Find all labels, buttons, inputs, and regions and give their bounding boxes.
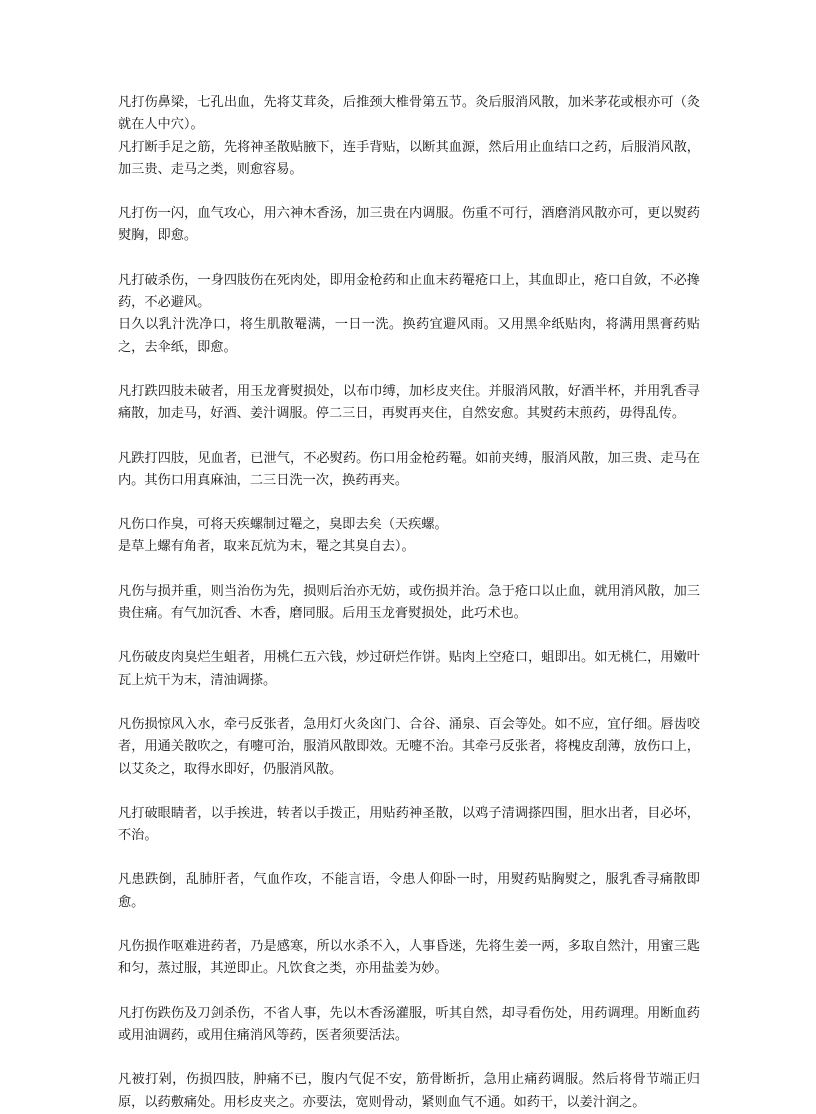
paragraph-line: 凡打伤一闪，血气攻心，用六神木香汤，加三贵在内调服。伤重不可行，酒磨消风散亦可，更以熨药熨胸，即愈。 [118,206,700,244]
document-page [118,92,700,1114]
paragraph-convulsion [118,714,700,781]
paragraph-eye-injury [118,803,700,848]
paragraph-nose-injury [118,92,700,137]
paragraph-maggots [118,647,700,692]
paragraph-line: 凡患跌倒，乱肺肝者，气血作攻，不能言语，令患人仰卧一时，用熨药贴胸熨之，服乳香寻痛散即愈。 [118,872,700,910]
paragraph-line: 凡被打剁，伤损四肢，肿痛不已，腹内气促不安，筋骨断折，急用止痛药调服。然后将骨节端正归原，以药敷痛处。用杉皮夹之。亦要法，宽则骨动，紧则血气不通。如药干，以姜汁润之。 [118,1072,700,1110]
paragraph-line: 凡伤损作呕难进药者，乃是感寒，所以水杀不入，人事昏迷，先将生姜一两，多取自然汁，用蜜三匙和匀，蒸过服，其逆即止。凡饮食之类，亦用盐姜为妙。 [118,939,700,977]
paragraph-wound-bleeding [118,270,700,315]
paragraph-fracture-setting [118,1069,700,1114]
paragraph-tendon-injury [118,137,700,182]
paragraph-line: 凡伤损惊风入水，牵弓反张者，急用灯火灸囟门、合谷、涌泉、百会等处。如不应，宜仔细。唇齿咬者，用通关散吹之，有嚏可治，服消风散即效。无嚏不治。其牵弓反张者，将槐皮刮薄，放伤口上，以艾灸之，取得水即好，仍服消风散。 [118,716,700,777]
paragraph-combined-injury [118,581,700,626]
paragraph-line: 凡跌打四肢，见血者，已泄气，不必熨药。伤口用金枪药罨。如前夹缚，服消风散，加三贵、走马在内。其伤口用真麻油，二三日洗一次，换药再夹。 [118,450,700,488]
paragraph-line: 凡打断手足之筋，先将神圣散贴腋下，连手背贴，以断其血源，然后用止血结口之药，后服消风散，加三贵、走马之类，则愈容易。 [118,139,700,177]
paragraph-closed-fracture [118,381,700,426]
paragraph-wound-odor [118,514,700,559]
paragraph-unconscious [118,1003,700,1048]
paragraph-open-injury [118,448,700,493]
paragraph-line: 凡打伤鼻梁，七孔出血，先将艾茸灸，后推颈大椎骨第五节。灸后服消风散，加米茅花或根亦可（灸就在人中穴）。 [118,95,700,133]
paragraph-line: 凡打伤跌伤及刀剑杀伤，不省人事，先以木香汤灌服，听其自然，却寻看伤处，用药调理。用断血药或用油调药，或用住痛消风等药，医者须要活法。 [118,1005,700,1043]
paragraph-line: 凡伤破皮肉臭烂生蛆者，用桃仁五六钱，炒过研烂作饼。贴肉上空疮口，蛆即出。如无桃仁，用嫩叶瓦上炕干为末，清油调搽。 [118,650,700,688]
paragraph-internal-injury [118,203,700,248]
paragraph-line: 凡伤与损并重，则当治伤为先，损则后治亦无妨，或伤损并治。急于疮口以止血，就用消风散，加三贵住痛。有气加沉香、木香，磨同服。后用玉龙膏熨损处，此巧术也。 [118,583,700,622]
paragraph-line: 凡伤口作臭，可将天疾螺制过罨之，臭即去矣（天疾螺。 [118,517,448,533]
paragraph-fall-injury [118,869,700,914]
paragraph-line: 是草上螺有角者，取来瓦炕为末，罨之其臭自去）。 [118,539,415,555]
paragraph-line: 凡打破杀伤，一身四肢伤在死肉处，即用金枪药和止血末药罨疮口上，其血即止，疮口自敛，不必搀药，不必避风。 [118,272,700,311]
paragraph-wound-care [118,314,700,359]
paragraph-vomiting [118,936,700,981]
paragraph-line: 凡打破眼睛者，以手挨进，转者以手拨正，用贴药神圣散，以鸡子清调搽四围，胆水出者，目必坏，不治。 [118,805,700,844]
paragraph-line: 日久以乳汁洗净口，将生肌散罨满，一日一洗。换药宜避风雨。又用黑伞纸贴肉，将满用黑膏药贴之，去伞纸，即愈。 [118,317,700,355]
paragraph-line: 凡打跌四肢未破者，用玉龙膏熨损处，以布巾缚，加杉皮夹住。并服消风散，好酒半杯，并用乳香寻痛散，加走马，好酒、姜汁调服。停二三日，再熨再夹住，自然安愈。其熨药末煎药，毋得乱传。 [118,383,700,422]
